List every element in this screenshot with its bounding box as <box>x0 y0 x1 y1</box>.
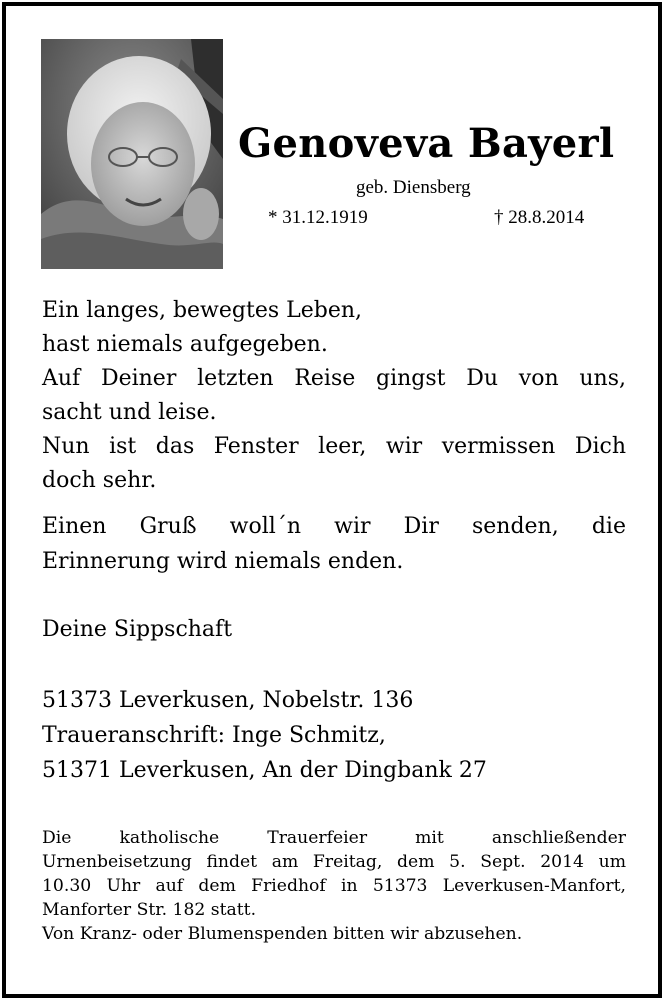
notice-line: Urnenbeisetzung findet am Freitag, dem 5. Sept. 2014 um <box>42 852 626 872</box>
portrait-photo <box>41 39 223 269</box>
poem-line: Ein langes, bewegtes Leben, <box>42 298 363 323</box>
poem-line: Einen Gruß woll´n wir Dir senden, die <box>42 514 626 539</box>
birth-date: * 31.12.1919 <box>268 207 368 228</box>
maiden-name: geb. Diensberg <box>356 177 471 198</box>
poem-line: Auf Deiner letzten Reise gingst Du von uns, <box>42 366 626 391</box>
notice-line: Von Kranz- oder Blumenspenden bitten wir abzusehen. <box>42 924 523 944</box>
portrait-image <box>41 39 223 269</box>
death-date: † 28.8.2014 <box>494 207 585 228</box>
address-line: Traueranschrift: Inge Schmitz, <box>42 723 386 748</box>
notice-line: Manforter Str. 182 statt. <box>42 900 257 920</box>
notice-line: 10.30 Uhr auf dem Friedhof in 51373 Leverkusen-Manfort, <box>42 876 626 896</box>
notice-line: Die katholische Trauerfeier mit anschließender <box>42 828 626 848</box>
signature: Deine Sippschaft <box>42 617 233 642</box>
poem-line: Erinnerung wird niemals enden. <box>42 549 404 574</box>
poem-line: doch sehr. <box>42 468 157 493</box>
poem-line: Nun ist das Fenster leer, wir vermissen Dich <box>42 434 626 459</box>
address-line: 51371 Leverkusen, An der Dingbank 27 <box>42 758 487 783</box>
address-line: 51373 Leverkusen, Nobelstr. 136 <box>42 688 414 713</box>
poem-line: sacht und leise. <box>42 400 217 425</box>
poem-line: hast niemals aufgegeben. <box>42 332 328 357</box>
deceased-name: Genoveva Bayerl <box>238 120 615 167</box>
